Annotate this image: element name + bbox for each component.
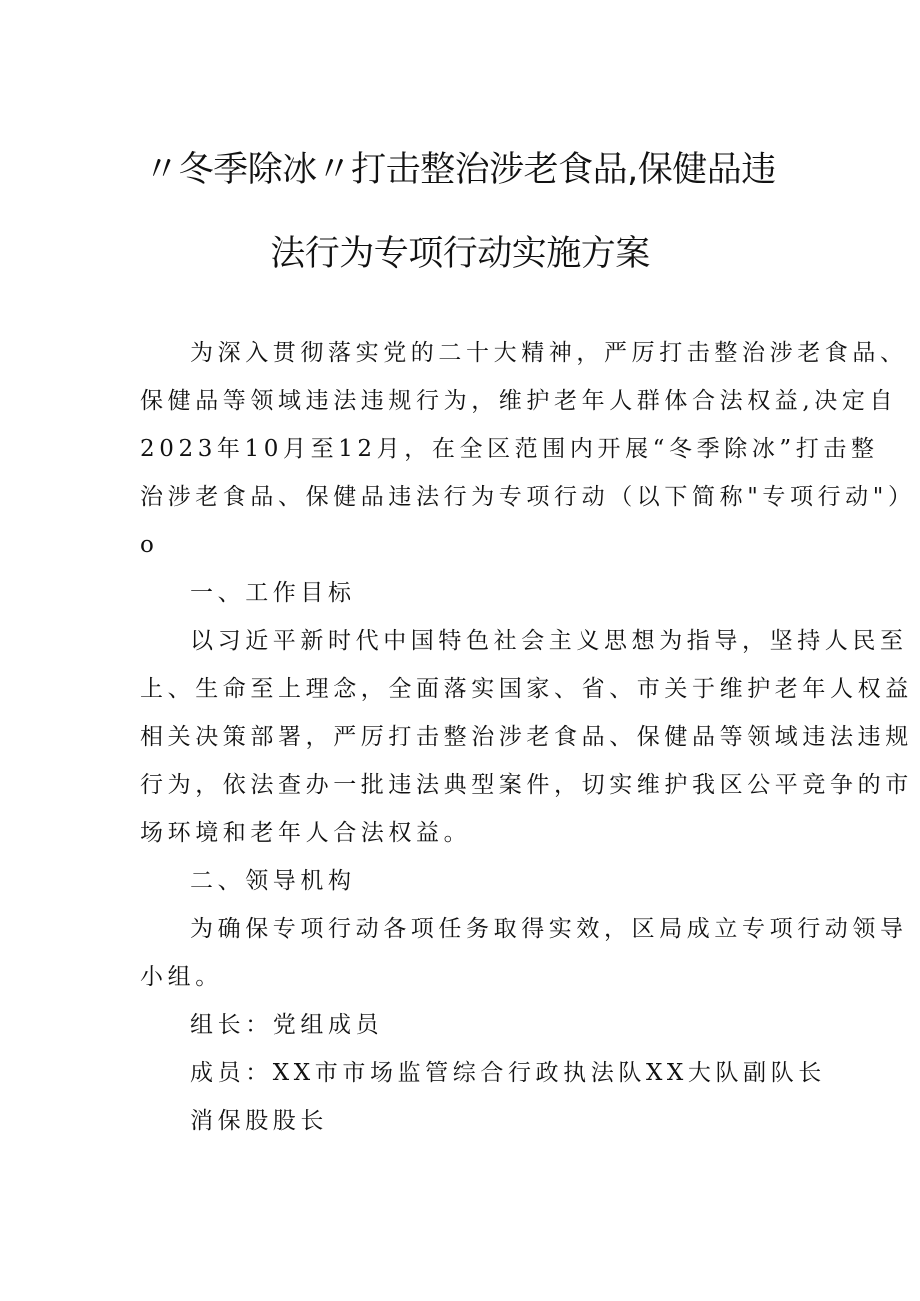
- intro-line-2: 保健品等领域违法违规行为，维护老年人群体合法权益,决定自: [140, 388, 898, 414]
- intro-line-5: o: [140, 532, 159, 558]
- members-line: 成员：XX市市场监管综合行政执法队XX大队副队长: [190, 1060, 826, 1086]
- leader-line: 组长：党组成员: [190, 1012, 384, 1038]
- section-2-line-1: 为确保专项行动各项任务取得实效，区局成立专项行动领导: [190, 916, 908, 942]
- section-1-heading: 一、工作目标: [190, 580, 356, 606]
- section-1-line-5: 场环境和老年人合法权益。: [140, 820, 472, 846]
- intro-line-1: 为深入贯彻落实党的二十大精神，严厉打击整治涉老食品、: [190, 340, 908, 366]
- document-title-line-1: 〃冬季除冰〃打击整治涉老食品,保健品违: [144, 150, 776, 190]
- section-2-heading: 二、领导机构: [190, 868, 356, 894]
- section-1-line-1: 以习近平新时代中国特色社会主义思想为指导，坚持人民至: [190, 628, 908, 654]
- section-1-line-4: 行为，依法查办一批违法典型案件，切实维护我区公平竞争的市: [140, 772, 913, 798]
- intro-line-4: 治涉老食品、保健品违法行为专项行动（以下简称"专项行动"）: [140, 484, 916, 510]
- section-2-line-2: 小组。: [140, 964, 223, 990]
- intro-line-3: 2023年10月至12月，在全区范围内开展“冬季除冰”打击整: [140, 436, 879, 462]
- members-continuation-line: 消保股股长: [190, 1108, 328, 1134]
- section-1-line-3: 相关决策部署，严厉打击整治涉老食品、保健品等领域违法违规: [140, 724, 913, 750]
- section-1-line-2: 上、生命至上理念，全面落实国家、省、市关于维护老年人权益: [140, 676, 913, 702]
- document-title-line-2: 法行为专项行动实施方案: [270, 234, 650, 274]
